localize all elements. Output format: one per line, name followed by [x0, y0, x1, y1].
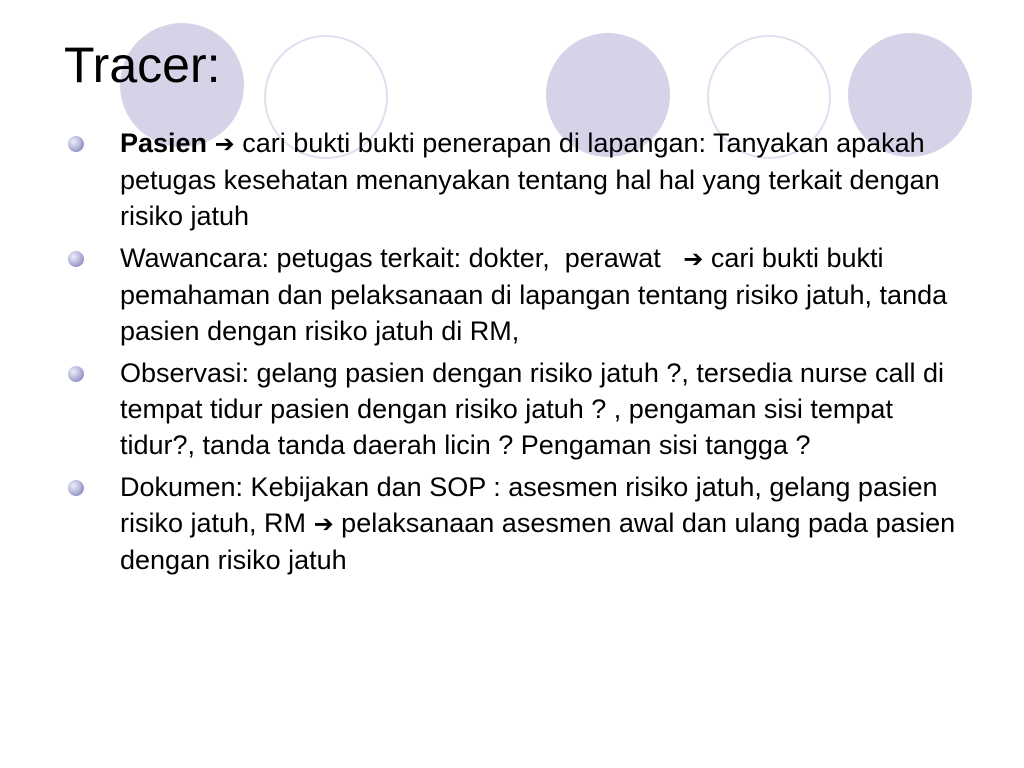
bullet-lead-space — [207, 128, 215, 158]
bullet-item-pasien — [64, 125, 964, 234]
bullet-list — [64, 125, 964, 584]
bullet-text-post: pelaksanaan asesmen awal dan ulang pada pasien dengan risiko jatuh — [120, 508, 956, 575]
circle-bullet-icon — [68, 366, 84, 382]
bullet-text-pre: Wawancara: petugas terkait: dokter, perawat — [120, 243, 684, 273]
circle-bullet-icon — [68, 136, 84, 152]
bullet-text: Observasi: gelang pasien dengan risiko jatuh ?, tersedia nurse call di tempat tidur pasien dengan risiko jatuh ? , pengaman sisi tempat tidur?, tanda tanda daerah licin ? Pengaman sisi tangga ? — [120, 358, 944, 460]
bullet-item-wawancara — [64, 240, 964, 349]
bullet-text: cari bukti bukti penerapan di lapangan: Tanyakan apakah petugas kesehatan menanyakan tentang hal hal yang terkait dengan risiko jatuh — [120, 128, 940, 231]
circle-bullet-icon — [68, 251, 84, 267]
arrow-right-icon: ➔ — [683, 245, 704, 273]
arrow-right-icon: ➔ — [313, 510, 334, 538]
bullet-bold-label: Pasien — [120, 128, 208, 158]
bullet-text-post: cari bukti bukti pemahaman dan pelaksanaan di lapangan tentang risiko jatuh, tanda pasien dengan risiko jatuh di RM, — [120, 243, 948, 346]
slide-title: Tracer: — [64, 37, 221, 93]
bullet-item-dokumen — [64, 469, 964, 578]
circle-bullet-icon — [68, 480, 84, 496]
arrow-right-icon: ➔ — [214, 130, 235, 158]
bullet-item-observasi — [64, 355, 964, 463]
bullet-text-pre: Dokumen: Kebijakan dan SOP : asesmen risiko jatuh, gelang pasien risiko jatuh, RM — [120, 472, 938, 538]
